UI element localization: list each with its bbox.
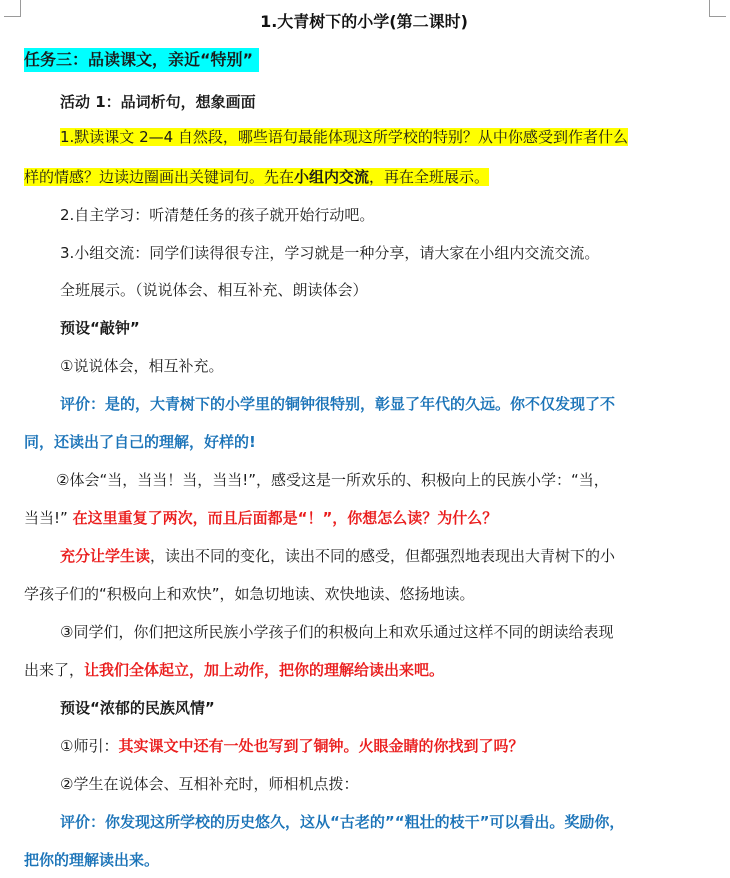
preset-2-item-1 — [24, 736, 730, 756]
page-corner-mark-right — [709, 0, 726, 17]
question-1-text-2c: ，再在全班展示。 — [369, 168, 490, 186]
page-corner-mark-left — [4, 0, 21, 17]
teacher-guide-label: ①师引： — [60, 737, 119, 755]
teacher-guide-question: 其实课文中还有一处也写到了铜钟。火眼金睛的你找到了吗？ — [118, 737, 524, 755]
let-students-read-emphasis: 充分让学生读 — [60, 547, 151, 565]
preset-1-heading: 预设“敲钟” — [60, 319, 140, 337]
evaluation-1-line-1: 评价：是的，大青树下的小学里的铜钟很特别，彰显了年代的久远。你不仅发现了不 — [60, 395, 616, 413]
preset-1-item-3-line-2 — [24, 660, 704, 680]
question-1-text-2a: 样的情感？边读边圈画出关键词句。先在 — [24, 168, 295, 186]
question-1-text-1: 1.默读课文 2—4 自然段，哪些语句最能体现这所学校的特别？从中你感受到作者什么 — [60, 128, 628, 146]
preset-1-item-2-line-2 — [24, 508, 704, 528]
item-2-question: 在这里重复了两次，而且后面都是“！”，你想怎么读？为什么？ — [72, 509, 498, 527]
class-show: 全班展示。（说说体会、相互补充、朗读体会） — [60, 281, 368, 299]
task-heading: 任务三：品读课文，亲近“特别” — [24, 48, 259, 72]
activity-heading: 活动 1：品词析句，想象画面 — [60, 93, 256, 111]
paragraph-3-text: ，读出不同的变化，读出不同的感受，但都强烈地表现出大青树下的小 — [150, 547, 616, 565]
page-title: 1.大青树下的小学(第二课时) — [260, 12, 468, 31]
preset-1-item-2-line-1: ②体会“当，当当！当，当当!”，感受这是一所欢乐的、积极向上的民族小学：“当， — [56, 471, 609, 489]
question-1-line-1 — [24, 127, 730, 147]
question-1-line-2 — [24, 167, 704, 187]
item-3-instruction: 让我们全体起立，加上动作，把你的理解给读出来吧。 — [84, 661, 445, 679]
question-3: 3.小组交流：同学们读得很专注，学习就是一种分享，请大家在小组内交流交流。 — [60, 244, 600, 262]
task-heading-row — [24, 48, 704, 72]
paragraph-3-line-2: 学孩子们的“积极向上和欢快”，如急切地读、欢快地读、悠扬地读。 — [24, 585, 475, 603]
group-discuss-emphasis: 小组内交流 — [294, 168, 370, 186]
preset-1-item-3-line-1: ③同学们，你们把这所民族小学孩子们的积极向上和欢乐通过这样不同的朗读给表现 — [60, 623, 614, 641]
paragraph-3-line-1 — [24, 546, 730, 566]
preset-1-item-1: ①说说体会，相互补充。 — [60, 357, 224, 375]
evaluation-2-line-1: 评价：你发现这所学校的历史悠久，这从“古老的”“粗壮的枝干”可以看出。奖励你， — [60, 813, 625, 831]
document-page — [24, 10, 704, 869]
preset-2-heading: 预设“浓郁的民族风情” — [60, 699, 215, 717]
evaluation-1-line-2: 同，还读出了自己的理解，好样的! — [24, 433, 256, 451]
preset-2-item-2: ②学生在说体会、互相补充时，师相机点拨： — [60, 775, 359, 793]
question-2: 2.自主学习：听清楚任务的孩子就开始行动吧。 — [60, 206, 375, 224]
evaluation-2-line-2: 把你的理解读出来。 — [24, 851, 160, 869]
item-2-text: 当当!” — [24, 509, 68, 527]
item-3-text: 出来了， — [24, 661, 85, 679]
